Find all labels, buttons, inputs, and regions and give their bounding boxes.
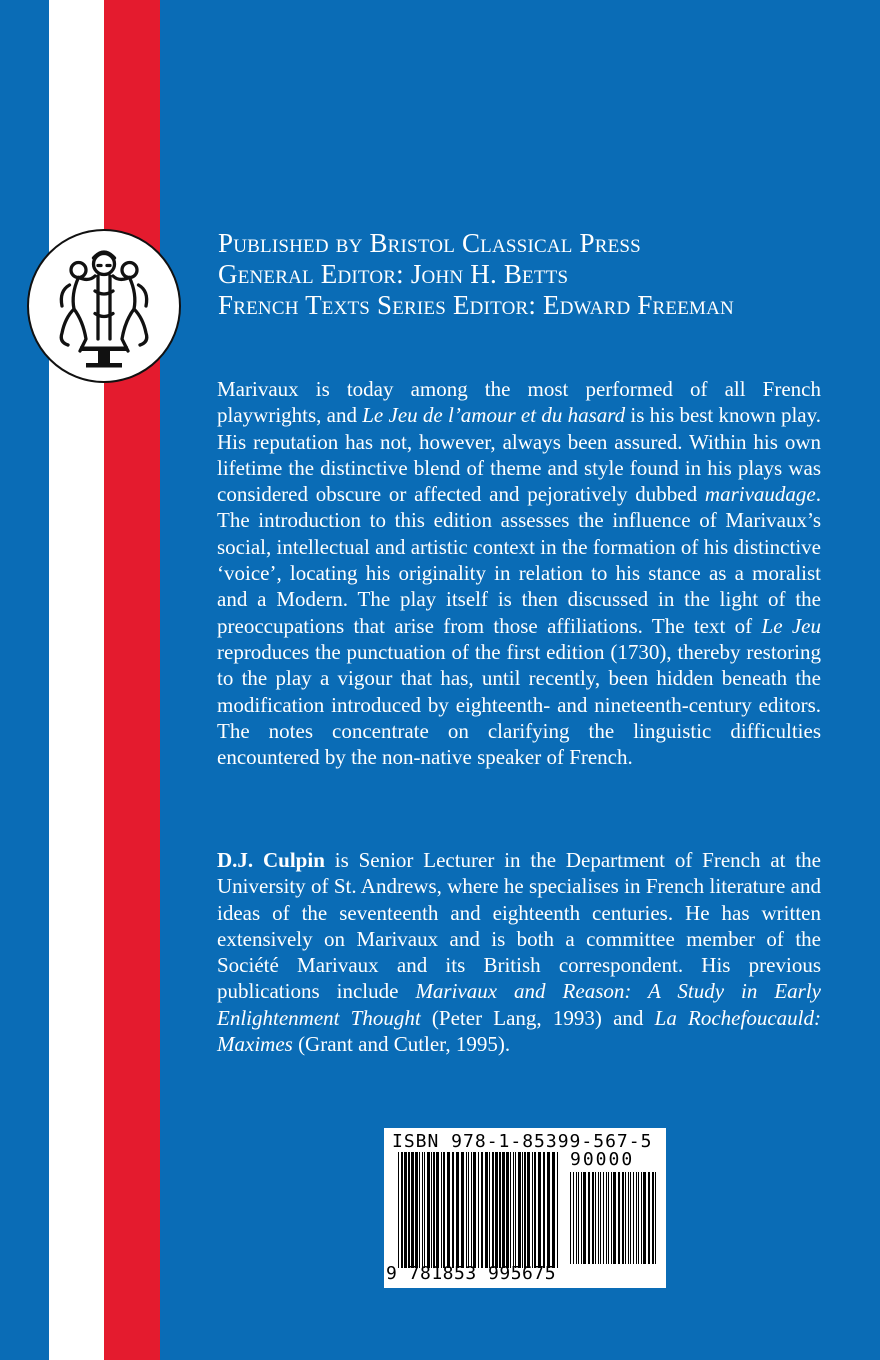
barcode-bar — [398, 1152, 399, 1268]
general-editor-credit: General Editor: John H. Betts — [218, 259, 569, 289]
barcode-bar — [422, 1152, 423, 1268]
series-editor-credit: French Texts Series Editor: Edward Freeman — [218, 290, 734, 320]
barcode-bar — [427, 1152, 430, 1268]
ean-barcode-bars — [398, 1152, 558, 1268]
barcode-bar — [513, 1152, 514, 1268]
barcode-bar — [532, 1152, 533, 1268]
barcode-bar — [622, 1172, 624, 1264]
barcode-bar — [518, 1152, 521, 1268]
barcode-bar — [573, 1172, 574, 1264]
barcode-bar — [600, 1172, 601, 1264]
barcode-bar — [499, 1152, 501, 1268]
barcode-bar — [471, 1152, 472, 1268]
author-name: D.J. Culpin — [217, 848, 325, 872]
barcode-bar — [598, 1172, 599, 1264]
barcode-bar — [473, 1152, 476, 1268]
barcode-bar — [534, 1152, 536, 1268]
barcode-bar — [468, 1152, 469, 1268]
barcode-bar — [447, 1152, 450, 1268]
barcode-bar — [478, 1152, 479, 1268]
ean-digits: 9 781853 995675 — [386, 1263, 557, 1284]
barcode-bar — [411, 1152, 414, 1268]
barcode-bar — [606, 1172, 607, 1264]
barcode-bar — [576, 1172, 577, 1264]
barcode-bar — [570, 1172, 571, 1264]
barcode-bar — [415, 1152, 418, 1268]
barcode-bar — [419, 1152, 420, 1268]
barcode-bar — [655, 1172, 656, 1264]
biography-paragraph: D.J. Culpin is Senior Lecturer in the Department of French at the University of St. Andrews, where he specialises in French literature and ideas of the seventeenth and eighteenth centuries. He has written extensively on Marivaux and is both a committee member of the Société Marivaux and its British correspondent. His previous publications include Marivaux and Reason: A Study in Early Enlightenment Thought (Peter Lang, 1993) and La Rochefoucauld: Maximes (Grant and Cutler, 1995). — [217, 848, 822, 1057]
description-paragraph: Marivaux is today among the most performed of all French playwrights, and Le Jeu de l’amour et du hasard is his best known play. His reputation has not, however, always been assured. Within his own lifetime the distinctive blend of theme and style found in his plays was considered obscure or affected and pejoratively dubbed marivaudage. The introduction to this edition assesses the influence of Marivaux’s social, intellectual and artistic context in the formation of his distinctive ‘voice’, locating his originality in relation to his stance as a moralist and a Modern. The play itself is then discussed in the light of the preoccupations that arise from those affiliations. The text of Le Jeu reproduces the punctuation of the first edition (1730), thereby restoring to the play a vigour that has, until recently, been hidden beneath the modification introduced by eighteenth- and nineteenth-century editors. The notes concentrate on clarifying the linguistic difficulties encountered by the non-native speaker of French. — [217, 377, 821, 770]
barcode-bar — [492, 1152, 494, 1268]
addon-barcode-bars — [570, 1172, 656, 1264]
barcode-bar — [436, 1152, 439, 1268]
barcode-bar — [527, 1152, 530, 1268]
barcode-bar — [581, 1172, 582, 1264]
atlantes-figures-icon — [29, 231, 179, 381]
barcode-bar — [495, 1152, 498, 1268]
barcode-bar — [547, 1152, 550, 1268]
barcode-bar — [408, 1152, 410, 1268]
play-title: Le Jeu de l’amour et du hasard — [362, 403, 626, 428]
play-title-short: Le Jeu — [761, 613, 821, 638]
publication-title-1: Marivaux and Reason: A Study in Early Enlightenment Thought — [217, 979, 822, 1030]
publisher-logo-emblem — [27, 229, 181, 383]
barcode-bar — [592, 1172, 594, 1264]
barcode-bar — [424, 1152, 425, 1268]
barcode-bar — [595, 1172, 596, 1264]
barcode-bar — [588, 1172, 590, 1264]
barcode-bar — [603, 1172, 604, 1264]
barcode-bar — [611, 1172, 612, 1264]
barcode-bar — [625, 1172, 626, 1264]
barcode-bar — [578, 1172, 579, 1264]
editorial-credits — [218, 228, 858, 321]
barcode-bar — [630, 1172, 631, 1264]
barcode-bar — [481, 1152, 483, 1268]
barcode-bar — [401, 1152, 403, 1268]
barcode-bar — [628, 1172, 629, 1264]
barcode-bar — [433, 1152, 435, 1268]
barcode-bar — [552, 1152, 555, 1268]
tricolour-stripe-white — [49, 0, 104, 1360]
barcode-bar — [452, 1152, 454, 1268]
barcode-bar — [466, 1152, 467, 1268]
barcode-bar — [489, 1152, 490, 1268]
price-code: 90000 — [570, 1149, 635, 1170]
barcode-bar — [461, 1152, 464, 1268]
barcode-bar — [441, 1152, 442, 1268]
barcode-bar — [506, 1152, 509, 1268]
barcode-bar — [648, 1172, 650, 1264]
barcode-bar — [485, 1152, 488, 1268]
barcode-bar — [524, 1152, 526, 1268]
barcode-bar — [431, 1152, 432, 1268]
barcode-bar — [652, 1172, 654, 1264]
tricolour-stripe-blue — [0, 0, 49, 1360]
barcode-bar — [538, 1152, 541, 1268]
barcode-bar — [636, 1172, 637, 1264]
isbn-label: ISBN 978-1-85399-567-5 — [392, 1131, 653, 1152]
publication-title-2: La Rochefoucauld: Maximes — [217, 1005, 821, 1057]
tricolour-stripe-red — [104, 0, 160, 1360]
barcode-bar — [522, 1152, 523, 1268]
barcode-bar — [618, 1172, 620, 1264]
barcode-bar — [583, 1172, 586, 1264]
publisher-credit: Published by Bristol Classical Press — [218, 228, 641, 258]
barcode-bar — [443, 1152, 445, 1268]
barcode-bar — [643, 1172, 646, 1264]
barcode-bar — [557, 1152, 558, 1268]
barcode-bar — [502, 1152, 505, 1268]
barcode-bar — [608, 1172, 609, 1264]
barcode-bar — [510, 1152, 511, 1268]
book-description — [217, 376, 821, 770]
isbn-barcode — [384, 1128, 666, 1288]
barcode-bar — [638, 1172, 639, 1264]
barcode-bar — [613, 1172, 616, 1264]
barcode-bar — [641, 1172, 642, 1264]
barcode-bar — [543, 1152, 545, 1268]
barcode-bar — [456, 1152, 459, 1268]
author-biography — [217, 847, 821, 1057]
barcode-bar — [515, 1152, 516, 1268]
barcode-bar — [404, 1152, 407, 1268]
term-marivaudage: marivaudage — [704, 482, 816, 507]
barcode-bar — [633, 1172, 634, 1264]
